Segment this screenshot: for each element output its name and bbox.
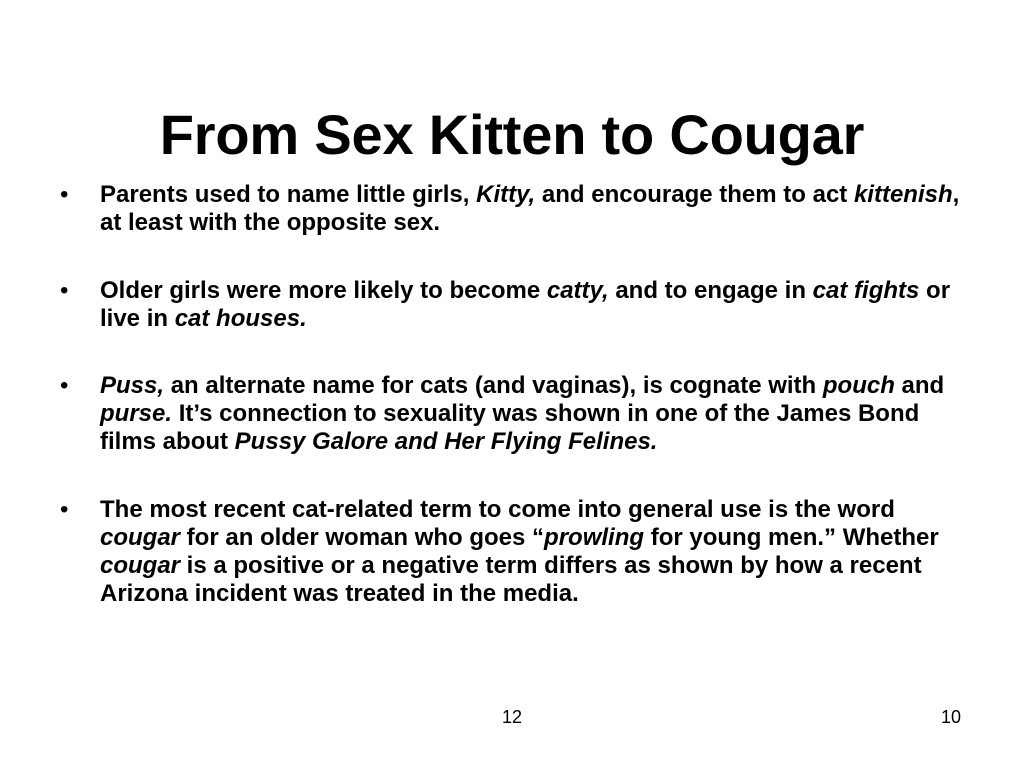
slide-title: From Sex Kitten to Cougar — [159, 102, 865, 166]
italic-term: purse. — [100, 400, 173, 427]
italic-term: cougar — [100, 552, 181, 579]
text-run: for an older woman who goes “ — [180, 524, 545, 551]
text-run: and encourage them to act — [535, 181, 854, 208]
text-run: or live in — [100, 277, 951, 332]
page-number-center: 12 — [502, 707, 523, 727]
bullet-item-older-girls — [60, 277, 960, 333]
italic-term: Puss, — [100, 372, 165, 399]
italic-term: Kitty, — [476, 181, 536, 208]
italic-term: Pussy Galore and Her Flying Felines. — [234, 428, 658, 455]
bullet-list — [60, 181, 960, 608]
text-run: and — [894, 372, 945, 399]
page-number-right: 10 — [941, 707, 962, 727]
bullet-item-cougar — [60, 496, 960, 608]
italic-term: cat fights — [812, 277, 920, 304]
bullet-marker: • — [60, 372, 69, 399]
bullet-text — [100, 181, 959, 236]
bullet-text — [100, 496, 939, 607]
italic-term: cougar — [100, 524, 181, 551]
italic-term: prowling — [544, 524, 645, 551]
bullet-marker: • — [60, 496, 69, 523]
italic-term: cat houses. — [174, 305, 307, 332]
text-run: , at least with the opposite sex. — [100, 181, 960, 236]
bullet-marker: • — [60, 277, 69, 304]
italic-term: catty, — [546, 277, 609, 304]
text-run: and to engage in — [608, 277, 813, 304]
bullet-marker: • — [60, 181, 69, 208]
text-run: an alternate name for cats (and vaginas), is cognate with — [164, 372, 823, 399]
bullet-item-puss — [60, 372, 960, 456]
text-run: Parents used to name little girls, — [100, 181, 477, 208]
bullet-item-parents — [60, 181, 960, 237]
text-run: Older girls were more likely to become — [100, 277, 547, 304]
text-run: The most recent cat-related term to come into general use is the word — [100, 496, 895, 523]
italic-term: pouch — [822, 372, 895, 399]
text-run: It’s connection to sexuality was shown in one of the James Bond films about — [100, 400, 920, 455]
bullet-text — [100, 277, 950, 332]
bullet-text — [100, 372, 944, 455]
text-run: for young men.” Whether — [644, 524, 939, 551]
italic-term: kittenish — [853, 181, 953, 208]
text-run: is a positive or a negative term differs as shown by how a recent Arizona incident was treated in the media. — [100, 552, 922, 607]
